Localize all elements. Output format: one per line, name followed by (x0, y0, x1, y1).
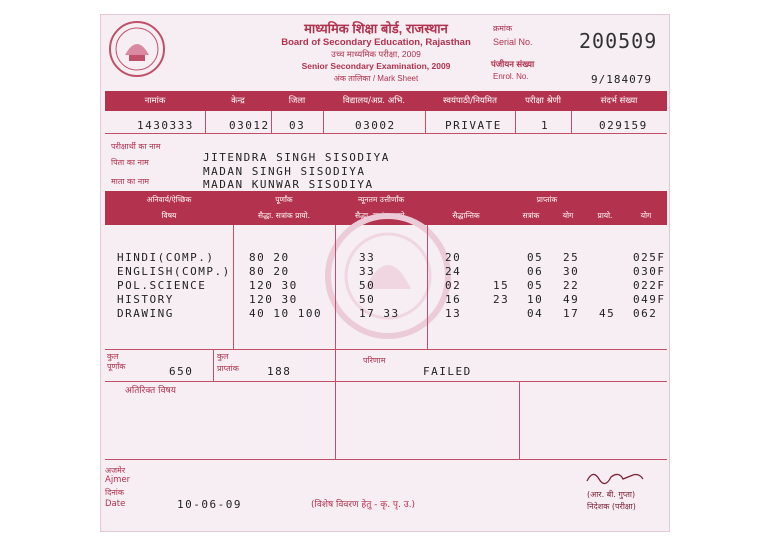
candidate-type-value: PRIVATE (445, 119, 502, 132)
date-label: Date (105, 499, 126, 509)
enrol-label-hindi: पंजीयन संख्या (491, 59, 535, 69)
obtained-total-value: 188 (267, 365, 292, 378)
subject-practical-marks: 45 (599, 307, 616, 320)
subject-extra-marks: 23 (493, 293, 510, 306)
subject-sessional-marks: 05 (527, 279, 544, 292)
obtained-marks-header: प्राप्तांक (536, 195, 558, 204)
watermark-seal-icon (323, 211, 453, 341)
max-total-value: 650 (169, 365, 194, 378)
subject-total-marks: 49 (563, 293, 580, 306)
subject-sessional-marks: 06 (527, 265, 544, 278)
reference-header: संदर्भ संख्या (600, 96, 638, 106)
exam-title-hindi: उच्च माध्यमिक परीक्षा, 2009 (331, 49, 421, 59)
board-seal-icon (107, 19, 167, 79)
board-title-english: Board of Secondary Education, Rajasthan (281, 37, 471, 48)
school-value: 03002 (355, 119, 396, 132)
result-value: FAILED (423, 365, 472, 378)
subject-total-marks: 30 (563, 265, 580, 278)
subject-name: HINDI(COMP.) (117, 251, 215, 264)
obtained-total-header: योग (562, 211, 574, 220)
district-value: 03 (289, 119, 306, 132)
subject-max-marks: 120 30 (249, 293, 298, 306)
subject-name: DRAWING (117, 307, 174, 320)
director-title: निदेशक (परीक्षा) (587, 502, 636, 511)
subject-max-marks: 80 20 (249, 251, 290, 264)
max-total-label: पूर्णांक (107, 362, 126, 371)
father-name-label: पिता का नाम (111, 158, 149, 167)
board-title-hindi: माध्यमिक शिक्षा बोर्ड, राजस्थान (304, 21, 448, 36)
candidate-type-header: स्वयंपाठी/नियमित (443, 96, 497, 106)
subject-grand-total: 062 (633, 307, 658, 320)
obtained-theory-header: सैद्धान्तिक (452, 211, 480, 220)
subject-name: ENGLISH(COMP.) (117, 265, 231, 278)
enrol-label: Enrol. No. (493, 72, 529, 81)
obtained-total-label: प्राप्तांक (217, 364, 239, 373)
subject-sessional-marks: 10 (527, 293, 544, 306)
serial-label-hindi: क्रमांक (493, 24, 513, 33)
place-label: Ajmer (105, 475, 131, 485)
candidate-name: JITENDRA SINGH SISODIYA (203, 151, 390, 164)
marksheet-title: अंक तालिका / Mark Sheet (333, 74, 419, 83)
subject-grand-total: 049F (633, 293, 666, 306)
mark-sheet (100, 14, 670, 532)
father-name: MADAN SINGH SISODIYA (203, 165, 366, 178)
subject-name: HISTORY (117, 293, 174, 306)
subject-theory-marks: 16 (445, 293, 462, 306)
total-label: कुल (107, 352, 119, 361)
reference-value: 029159 (599, 119, 648, 132)
issue-date: 10-06-09 (177, 498, 242, 511)
subject-theory-marks: 02 (445, 279, 462, 292)
subject-theory-marks: 24 (445, 265, 462, 278)
roll-no-value: 1430333 (137, 119, 194, 132)
subject-extra-marks: 15 (493, 279, 510, 292)
additional-subject-label: अतिरिक्त विषय (125, 386, 176, 396)
subject-sessional-marks: 04 (527, 307, 544, 320)
subject-grand-total: 025F (633, 251, 666, 264)
exam-title-english: Senior Secondary Examination, 2009 (301, 61, 451, 71)
subject-min-marks: 17 33 (359, 307, 400, 320)
obtained-total-label-top: कुल (217, 352, 229, 361)
min-marks-subheader: सैद्धा. सत्रांक प्रायो. (355, 211, 407, 220)
obtained-practical-header: प्रायो. (597, 211, 613, 220)
obtained-sessional-header: सत्रांक (522, 211, 540, 220)
candidate-name-label: परीक्षार्थी का नाम (111, 142, 161, 151)
subject-total-marks: 25 (563, 251, 580, 264)
subject-min-marks: 50 (359, 279, 376, 292)
centre-header: केन्द्र (231, 96, 245, 106)
date-label-hindi: दिनांक (105, 488, 124, 497)
subject-grand-total: 030F (633, 265, 666, 278)
subject-max-marks: 40 10 100 (249, 307, 323, 320)
grand-total-header: योग (640, 211, 652, 220)
division-header: परीक्षा श्रेणी (525, 96, 561, 106)
mother-name: MADAN KUNWAR SISODIYA (203, 178, 374, 191)
subject-min-marks: 50 (359, 293, 376, 306)
division-value: 1 (541, 119, 550, 132)
serial-label: Serial No. (493, 37, 533, 47)
subject-min-marks: 33 (359, 251, 376, 264)
director-signature-icon (583, 467, 647, 487)
place-hindi: अजमेर (105, 466, 126, 475)
max-marks-subheader: सैद्धा. सत्रांक प्रायो. (258, 211, 310, 220)
subject-max-marks: 80 20 (249, 265, 290, 278)
serial-number: 200509 (579, 29, 658, 53)
roll-no-header: नामांक (144, 96, 166, 106)
result-label: परिणाम (363, 356, 386, 365)
subject-header: विषय (161, 211, 177, 220)
director-name: (आर. बी. गुप्ता) (587, 490, 636, 499)
subject-grand-total: 022F (633, 279, 666, 292)
subject-theory-marks: 13 (445, 307, 462, 320)
district-header: जिला (288, 96, 306, 106)
subject-sessional-marks: 05 (527, 251, 544, 264)
enrol-number: 9/184079 (591, 73, 652, 86)
subject-theory-marks: 20 (445, 251, 462, 264)
details-note: (विशेष विवरण हेतु - कृ. पृ. उ.) (311, 500, 416, 510)
subject-min-marks: 33 (359, 265, 376, 278)
subject-name: POL.SCIENCE (117, 279, 207, 292)
subject-total-marks: 22 (563, 279, 580, 292)
mother-name-label: माता का नाम (111, 177, 150, 186)
centre-value: 03012 (229, 119, 270, 132)
subject-max-marks: 120 30 (249, 279, 298, 292)
max-marks-header: पूर्णांक (275, 195, 293, 204)
subject-type-header: अनिवार्य/ऐच्छिक (146, 195, 192, 204)
min-marks-header: न्यूनतम उत्तीर्णांक (357, 195, 405, 204)
school-header: विद्यालय/अप्र. अभि. (342, 96, 406, 106)
subject-total-marks: 17 (563, 307, 580, 320)
